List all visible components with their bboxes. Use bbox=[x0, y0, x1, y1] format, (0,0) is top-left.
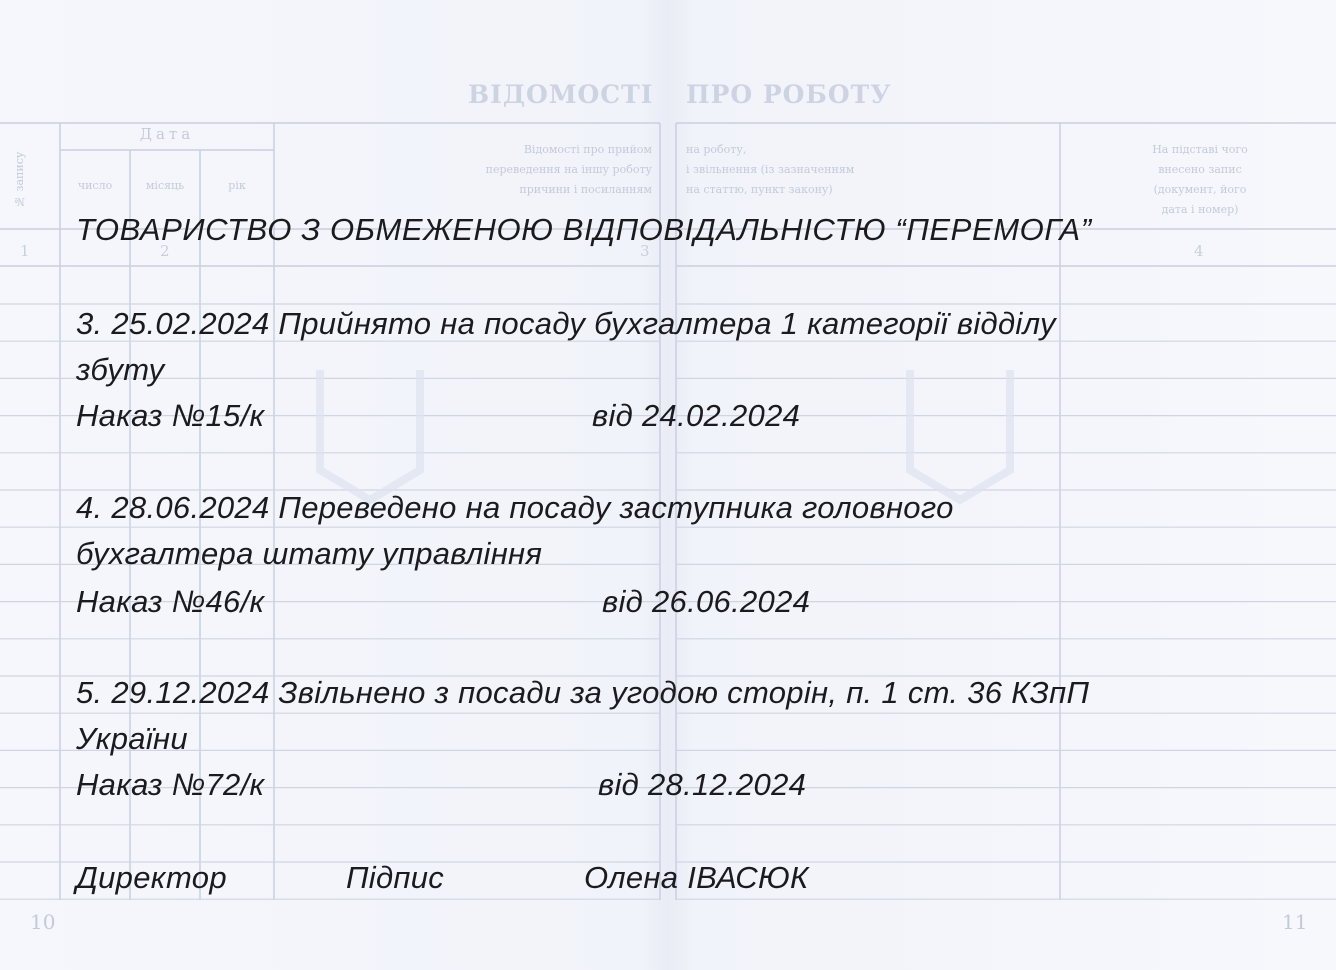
col-number-1: 1 bbox=[20, 242, 30, 260]
col-record-no: № запису bbox=[13, 151, 26, 209]
col-date: Дата bbox=[139, 125, 195, 143]
page-number-left: 10 bbox=[30, 910, 56, 934]
entry-3-text: 3. 25.02.2024 Прийнято на посаду бухгалтера 1 категорії відділу bbox=[76, 306, 1056, 341]
entry-4-text-cont: бухгалтера штату управління bbox=[76, 536, 543, 571]
signature-label: Підпис bbox=[346, 860, 445, 895]
col-basis: На підставі чого внесено запис (документ, його дата і номер) bbox=[1152, 143, 1248, 216]
signature-name: Олена ІВАСЮК bbox=[584, 860, 809, 895]
entry-5-order-date: від 28.12.2024 bbox=[598, 767, 807, 802]
entry-5-text-cont: України bbox=[76, 721, 188, 756]
page-number-right: 11 bbox=[1282, 910, 1308, 934]
entry-4-order: Наказ №46/к bbox=[76, 584, 265, 619]
col-year: рік bbox=[228, 179, 246, 192]
signature-position: Директор bbox=[76, 860, 227, 895]
col-month: місяць bbox=[145, 179, 185, 192]
entry-3-order: Наказ №15/к bbox=[76, 398, 265, 433]
col-day: число bbox=[77, 179, 113, 192]
col-number-3: 3 bbox=[640, 242, 650, 260]
entry-3-order-date: від 24.02.2024 bbox=[592, 398, 801, 433]
company-name: ТОВАРИСТВО З ОБМЕЖЕНОЮ ВІДПОВІДАЛЬНІСТЮ “ПЕРЕМОГА” bbox=[76, 212, 1092, 247]
entry-3-text-cont: збуту bbox=[76, 352, 165, 387]
entry-4-text: 4. 28.06.2024 Переведено на посаду заступника головного bbox=[76, 490, 954, 525]
col-number-4: 4 bbox=[1194, 242, 1204, 260]
form-title-left: ВІДОМОСТІ bbox=[468, 80, 654, 109]
col-info-right: на роботу, і звільнення (із зазначенням на статтю, пункт закону) bbox=[686, 143, 855, 196]
col-info-left: Відомості про прийом переведення на іншу роботу причини і посиланням bbox=[485, 143, 652, 196]
entry-4-order-date: від 26.06.2024 bbox=[602, 584, 811, 619]
form-title-right: ПРО РОБОТУ bbox=[686, 80, 892, 109]
entry-5-text: 5. 29.12.2024 Звільнено з посади за угодою сторін, п. 1 ст. 36 КЗпП bbox=[76, 675, 1090, 710]
entry-5-order: Наказ №72/к bbox=[76, 767, 265, 802]
col-number-2: 2 bbox=[160, 242, 170, 260]
